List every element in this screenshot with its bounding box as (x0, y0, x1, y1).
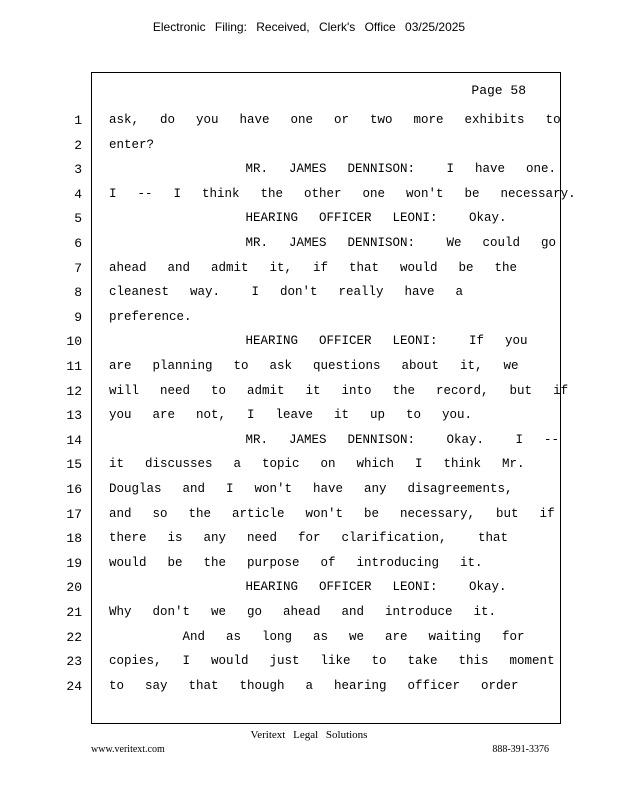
transcript-line: it discusses a topic on which I think Mr. (109, 457, 525, 471)
transcript-line: are planning to ask questions about it, we (109, 359, 519, 373)
transcript-line: to say that though a hearing officer order (109, 679, 519, 693)
transcript-line: MR. JAMES DENNISON: We could go (109, 236, 557, 250)
transcript-line: ahead and admit it, if that would be the (109, 261, 518, 275)
line-number: 21 (66, 605, 82, 620)
transcript-line: HEARING OFFICER LEONI: Okay. (109, 211, 507, 225)
transcript-line: I -- I think the other one won't be necessary. (109, 187, 576, 201)
line-number: 18 (66, 531, 82, 546)
line-number: 10 (66, 334, 82, 349)
line-number: 22 (66, 630, 82, 645)
footer-website: www.veritext.com (91, 744, 165, 755)
transcript-line: preference. (109, 310, 192, 324)
line-number: 14 (66, 433, 82, 448)
footer-phone: 888-391-3376 (492, 744, 549, 755)
transcript-line: MR. JAMES DENNISON: I have one. (109, 162, 557, 176)
line-number: 12 (66, 384, 82, 399)
line-number: 4 (74, 187, 82, 202)
transcript-line: HEARING OFFICER LEONI: Okay. (109, 580, 507, 594)
transcript-line: would be the purpose of introducing it. (109, 556, 483, 570)
line-number: 13 (66, 408, 82, 423)
footer-company: Veritext Legal Solutions (250, 729, 368, 741)
transcript-line: you are not, I leave it up to you. (109, 408, 473, 422)
line-number: 17 (66, 507, 82, 522)
transcript-line: enter? (109, 138, 155, 152)
line-number: 19 (66, 556, 82, 571)
line-number: 23 (66, 654, 82, 669)
line-number: 2 (74, 138, 82, 153)
transcript-line: and so the article won't be necessary, but if (109, 507, 555, 521)
line-number: 16 (66, 482, 82, 497)
line-number: 6 (74, 236, 82, 251)
transcript-line: And as long as we are waiting for (109, 630, 525, 644)
line-number: 9 (74, 310, 82, 325)
transcript-line: HEARING OFFICER LEONI: If you (109, 334, 528, 348)
transcript-line: copies, I would just like to take this moment (109, 654, 555, 668)
transcript-line: Why don't we go ahead and introduce it. (109, 605, 497, 619)
line-number: 24 (66, 679, 82, 694)
filing-header: Electronic Filing: Received, Clerk's Office 03/25/2025 (152, 20, 466, 34)
line-number: 5 (74, 211, 82, 226)
line-number: 7 (74, 261, 82, 276)
line-number: 1 (74, 113, 82, 128)
line-number: 15 (66, 457, 82, 472)
line-number: 3 (74, 162, 82, 177)
line-number: 11 (66, 359, 82, 374)
line-number: 8 (74, 285, 82, 300)
transcript-line: ask, do you have one or two more exhibits to (109, 113, 561, 127)
transcript-line: cleanest way. I don't really have a (109, 285, 464, 299)
transcript-line: there is any need for clarification, that (109, 531, 509, 545)
transcript-line: will need to admit it into the record, but if (109, 384, 569, 398)
line-number: 20 (66, 580, 82, 595)
transcript-line: Douglas and I won't have any disagreements, (109, 482, 513, 496)
transcript-line: MR. JAMES DENNISON: Okay. I -- (109, 433, 560, 447)
page-number: Page 58 (471, 83, 526, 98)
